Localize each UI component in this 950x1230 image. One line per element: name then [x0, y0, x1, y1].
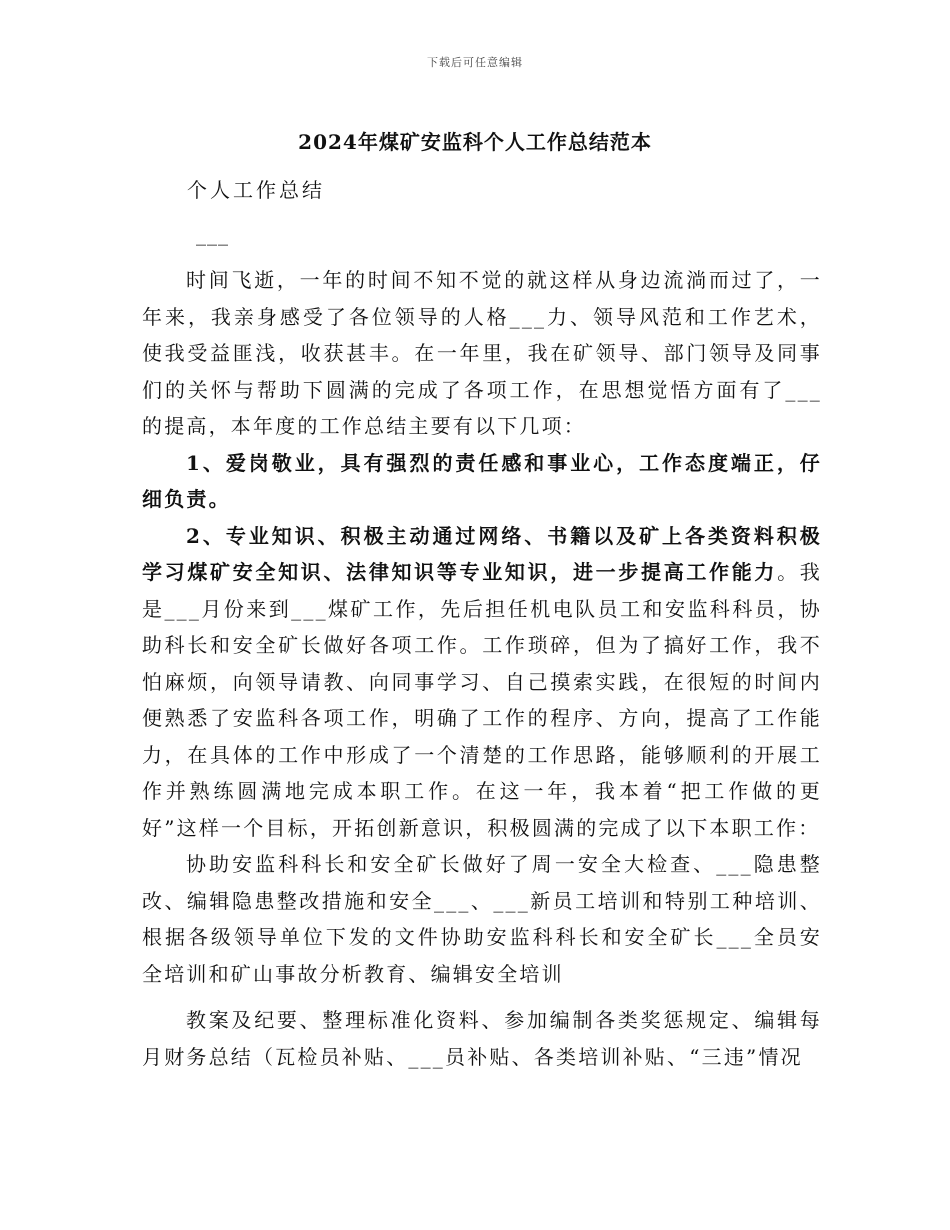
paragraph-duties-continued: 教案及纪要、整理标准化资料、参加编制各类奖惩规定、编辑每月财务总结（瓦检员补贴、___员补贴、各类培训补贴、“三违”情况 — [142, 1008, 822, 1069]
paragraph-duties: 协助安监科科长和安全矿长做好了周一安全大检查、___隐患整改、编辑隐患整改措施和安全___、___新员工培训和特别工种培训、根据各级领导单位下发的文件协助安监科科长和安全矿长___全员安全培训和矿山事故分析教育、编辑安全培训 — [142, 852, 822, 986]
document-body — [142, 262, 822, 1075]
paragraph-item-2-body: 。我是___月份来到___煤矿工作，先后担任机电队员工和安监科科员，协助科长和安全矿长做好各项工作。工作琐碎，但为了搞好工作，我不怕麻烦，向领导请教、向同事学习、自己摸索实践，在很短的时间内便熟悉了安监科各项工作，明确了工作的程序、方向，提高了工作能力，在具体的工作中形成了一个清楚的工作思路，能够顺利的开展工作并熟练圆满地完成本职工作。在这一年，我本着“把工作做的更好”这样一个目标，开拓创新意识，积极圆满的完成了以下本职工作： — [142, 560, 822, 840]
header-note: 下载后可任意编辑 — [427, 56, 523, 69]
blank-placeholder: ___ — [196, 222, 229, 246]
paragraph-intro: 时间飞逝，一年的时间不知不觉的就这样从身边流淌而过了，一年来，我亲身感受了各位领导的人格___力、领导风范和工作艺术，使我受益匪浅，收获甚丰。在一年里，我在矿领导、部门领导及同事们的关怀与帮助下圆满的完成了各项工作，在思想觉悟方面有了___的提高，本年度的工作总结主要有以下几项： — [142, 268, 822, 438]
document-title: 2024年煤矿安监科个人工作总结范本 — [298, 130, 652, 154]
paragraph-item-2-heading: 2、专业知识、积极主动通过网络、书籍以及矿上各类资料积极学习煤矿安全知识、法律知识等专业知识，进一步提高工作能力 — [142, 523, 822, 584]
section-subheading: 个人工作总结 — [187, 178, 325, 202]
paragraph-item-1: 1、爱岗敬业，具有强烈的责任感和事业心，工作态度端正，仔细负责。 — [142, 450, 822, 511]
paragraph-item-2 — [142, 518, 822, 847]
